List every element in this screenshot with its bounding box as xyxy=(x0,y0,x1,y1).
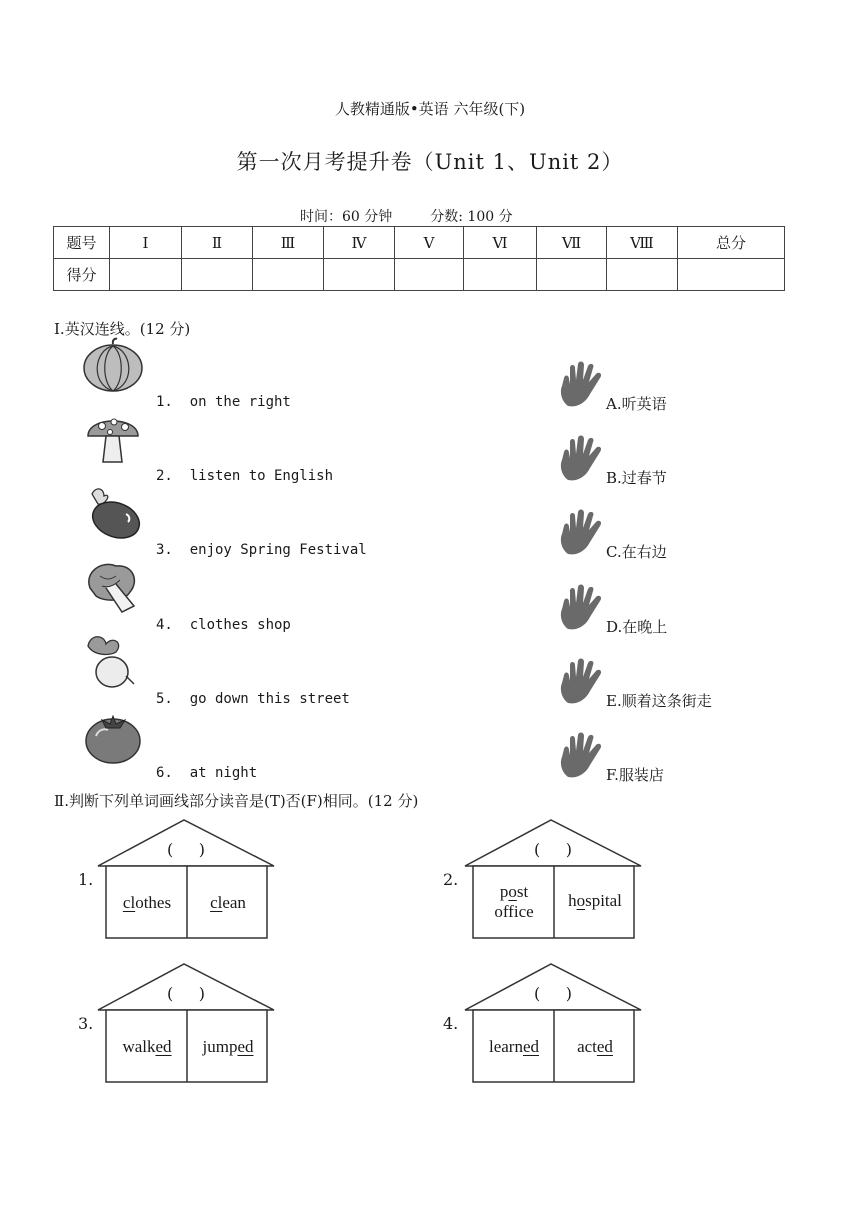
score-entry-cell[interactable] xyxy=(253,259,324,291)
table-cell: Ⅲ xyxy=(253,227,324,259)
list-item: F.服装店 xyxy=(606,766,664,784)
word-left: learned xyxy=(488,1037,540,1056)
house-number: 4. xyxy=(443,1014,459,1033)
list-item: 2. listen to English xyxy=(156,468,334,484)
table-cell: Ⅳ xyxy=(324,227,395,259)
list-item: 3. enjoy Spring Festival xyxy=(156,542,367,558)
table-cell: Ⅵ xyxy=(464,227,537,259)
house-number: 2. xyxy=(443,870,459,889)
score-entry-cell[interactable] xyxy=(464,259,537,291)
list-item: C.在右边 xyxy=(606,543,667,561)
house-diagram xyxy=(96,818,276,948)
cabbage-icon xyxy=(82,558,144,616)
list-item: E.顺着这条街走 xyxy=(606,692,712,710)
house-diagram xyxy=(96,962,276,1092)
word-left: walked xyxy=(122,1037,172,1056)
score-entry-cell[interactable] xyxy=(678,259,785,291)
pumpkin-icon xyxy=(82,336,144,394)
hand-icon xyxy=(558,360,606,408)
word-left: post office xyxy=(494,882,534,921)
score-label: 分数: 100 分 xyxy=(430,209,513,225)
answer-paren[interactable]: ( ) xyxy=(534,984,572,1003)
list-item: 6. at night xyxy=(156,765,258,781)
radish-icon xyxy=(82,632,144,690)
section-2-title: Ⅱ.判断下列单词画线部分读音是(T)否(F)相同。(12 分) xyxy=(54,792,419,810)
mushroom-icon xyxy=(82,410,144,468)
hand-icon xyxy=(558,434,606,482)
exam-subtitle: 人教精通版•英语 六年级(下) xyxy=(334,100,526,118)
score-table-score-row xyxy=(54,259,785,291)
score-entry-cell[interactable] xyxy=(182,259,253,291)
time-label: 时间：60 分钟 xyxy=(300,209,393,225)
hand-icon xyxy=(558,657,606,705)
hand-icon xyxy=(558,508,606,556)
score-entry-cell[interactable] xyxy=(110,259,182,291)
table-cell: 得分 xyxy=(54,259,110,291)
table-cell: Ⅷ xyxy=(607,227,678,259)
word-right: hospital xyxy=(568,891,622,910)
table-cell: Ⅶ xyxy=(537,227,607,259)
list-item: D.在晚上 xyxy=(606,618,668,636)
exam-meta xyxy=(300,206,551,226)
word-right: clean xyxy=(210,893,246,912)
score-entry-cell[interactable] xyxy=(395,259,464,291)
table-cell: Ⅱ xyxy=(182,227,253,259)
house-number: 3. xyxy=(78,1014,94,1033)
list-item: B.过春节 xyxy=(606,469,667,487)
hand-icon xyxy=(558,583,606,631)
list-item: A.听英语 xyxy=(606,395,667,413)
word-right: acted xyxy=(577,1037,613,1056)
answer-paren[interactable]: ( ) xyxy=(167,840,205,859)
house-number: 1. xyxy=(78,870,94,889)
score-entry-cell[interactable] xyxy=(324,259,395,291)
word-right: jumped xyxy=(202,1037,254,1056)
table-cell: 总分 xyxy=(678,227,785,259)
tomato-icon xyxy=(82,708,144,766)
table-cell: Ⅰ xyxy=(110,227,182,259)
list-item: 4. clothes shop xyxy=(156,617,291,633)
score-entry-cell[interactable] xyxy=(537,259,607,291)
hand-icon xyxy=(558,731,606,779)
answer-paren[interactable]: ( ) xyxy=(534,840,572,859)
list-item: 1. on the right xyxy=(156,394,291,410)
score-entry-cell[interactable] xyxy=(607,259,678,291)
section-1-title: Ⅰ.英汉连线。(12 分) xyxy=(54,320,191,338)
score-table xyxy=(53,226,785,291)
score-table-header-row xyxy=(54,227,785,259)
table-cell: Ⅴ xyxy=(395,227,464,259)
house-diagram xyxy=(463,962,643,1092)
word-left: clothes xyxy=(122,893,172,912)
page-title: 第一次月考提升卷（Unit 1、Unit 2） xyxy=(236,150,624,174)
answer-paren[interactable]: ( ) xyxy=(167,984,205,1003)
list-item: 5. go down this street xyxy=(156,691,350,707)
eggplant-icon xyxy=(82,484,144,542)
table-cell: 题号 xyxy=(54,227,110,259)
